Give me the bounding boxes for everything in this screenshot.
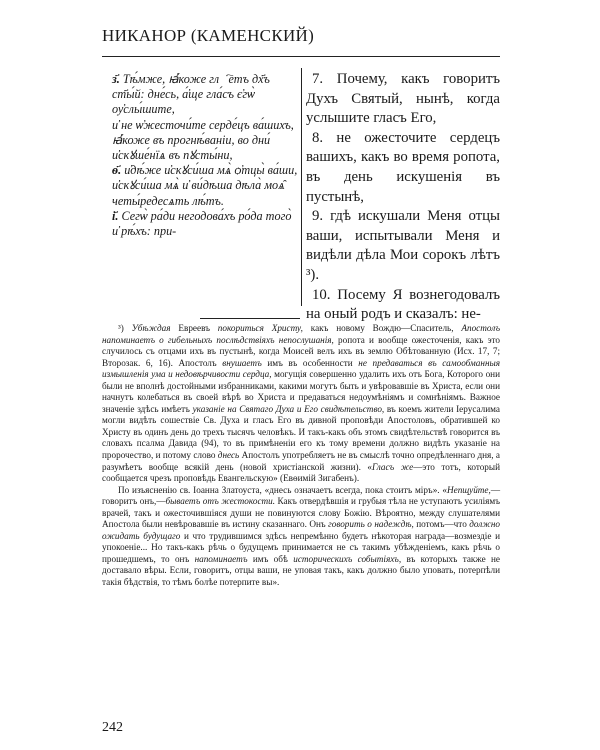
fn-text: Какъ отвердѣвшія и грубыя тѣла не уступаютъ усиліямъ врачей, такъ и ожесточившіяся души не повинуются слову Божію. Вѣроятно, между слушателями Апостола были невѣровавшіе въ истину сказаннаго. Онъ [102,496,500,530]
fn-text: имъ обѣ [247,553,294,564]
fn-italic: покориться Христу, [217,323,303,333]
russian-verse-10: 10. Посему Я вознегодовалъ на оный родъ и сказалъ: не- [306,286,500,323]
fn-italic: не предаваться въ самообманныя измышленія ума и недовѣрчивости сердца, [102,357,500,380]
fn-text: По изъясненію св. Іоанна Златоуста, «днесь означаетъ всегда, пока стоитъ міръ». « [118,484,447,495]
fn-italic: бываетъ отъ жестокости. [165,496,276,507]
fn-italic: Гласъ же [372,461,414,472]
footnote-rule [200,318,300,319]
fn-text: —говоритъ онъ,— [102,484,500,507]
header-rule [102,56,500,57]
fn-text: Евреевъ [170,323,218,333]
slavonic-verse-8 [112,118,298,164]
fn-text: и что трудившимся здѣсь непремѣнно будетъ нѣкоторая награда—возмездіе и упокоеніе... Но такъ-какъ рѣчь о будущемъ принимается не съ такимъ убѣжденіемъ, какъ рѣчь о прошедшемъ, то онъ [102,530,500,564]
footnote-paragraph-1 [102,323,500,485]
verse-text: Тѣ́мже, ꙗ҆́коже глⷢ҇етъ дх҃ъ ст҃ы́й: дне́сь, а҆́ще гла́съ є҆гѡ̀ оу҆слы́шите, [112,72,270,117]
fn-italic: Апостолъ напоминаетъ о гибельныхъ послѣдствіяхъ непослушанія, [102,323,501,345]
fn-italic: историческихъ событіяхъ, [293,553,402,564]
verse-text: Сегѡ̀ ра́ди негодова́хъ ро́да того̀ и҆ рѣ́хъ: при- [112,208,292,239]
slavonic-verse-9 [112,163,298,209]
footnote-marker: ³) [118,323,124,333]
footnote-paragraph-2 [102,485,500,589]
fn-text: въ которыхъ также не доставало вѣры. Если, говоритъ, отцы ваши, не уповая такъ, какъ должно было уповать, потерпѣли такія бѣдствія, то тѣмъ болѣе потерпите вы». [102,553,500,588]
verse-number: і҃. [112,208,119,223]
russian-verse-9: 9. гдѣ искушали Меня отцы ваши, испытывали Меня и видѣли дѣла Мои сорокъ лѣтъ ³). [306,208,500,283]
fn-text: ропота и вообще ожесточенія, какъ это случилось съ отцами ихъ въ пустынѣ, когда Моисей велъ ихъ въ землю Обѣтованную (Исх. 17, 7; Второзак. 6, 16). Апостолъ [102,334,500,368]
fn-text: какъ новому Вождю—Спаситель, [302,323,462,333]
column-divider [301,68,302,306]
fn-text: Апостолъ употребляетъ не въ смыслѣ точно опредѣленнаго дня, а разумѣетъ вообще всякій день (новой христіанской жизни). « [102,450,500,472]
fn-italic: говорить о надеждѣ, [328,519,414,530]
slavonic-verse-7 [112,72,298,118]
fn-text: потомъ—что [413,519,470,530]
fn-italic: должно ожидать будущаго [102,519,500,541]
fn-text: имъ въ особенности [261,357,359,368]
running-header: НИКАНОР (КАМЕНСКИЙ) [102,26,315,45]
russian-verse-7: 7. Почему, какъ говоритъ Духъ Святый, нынѣ, когда услышите гласъ Его, [306,71,500,127]
slavonic-column [112,72,298,239]
fn-italic: внушаетъ [222,357,262,368]
fn-text: —это тотъ, который сообщается чрезъ проповѣдь Евангельскую» (Евѳимій Зигабенъ). [102,461,500,484]
fn-italic: Убѣждая [131,323,171,333]
fn-italic: днесь [217,450,240,461]
fn-text: могущія совершенно удалить ихъ отъ Бога, Которого они были не вполнѣ достойными избранниками, какими могутъ быть и увѣровавшіе въ Христа, если они начнутъ колебаться въ своей вѣрѣ во Христа и предаваться недоумѣніямъ и сомнѣніямъ. Важное значеніе здѣсь имѣетъ [102,369,500,414]
russian-verse-8: 8. не ожесточите сердецъ вашихъ, какъ во время ропота, въ день искушенія въ пустынѣ, [306,129,500,205]
verse-text: и҆ не ѡ҆жесточи́те серде́цъ ва́шихъ, ꙗ҆́коже въ прогнѣ́ваніи, во дни́ и҆скꙋше́нїѧ въ пꙋсты́ни, [112,117,294,163]
verse-text: и҆дѣ́же и҆скꙋси́ша мѧ̀ ѻ҆тцы̀ ва́ши, и҆скꙋси́ша мѧ̀ и҆ ви́дѣша дѣла̀ моѧ̑ четы́редесѧть лѣ́тъ. [112,163,298,208]
verse-number: ѳ҃. [112,163,122,178]
verse-number: з҃. [112,72,120,86]
fn-italic: напоминаетъ [194,553,248,564]
fn-italic: указаніе на Святаго Духа и Его свидѣтельство, [192,403,385,414]
fn-italic: Непщуйте, [447,484,491,495]
russian-column [306,70,500,325]
page-number: 242 [102,720,123,735]
footnote [102,323,500,589]
slavonic-verse-10 [112,209,298,239]
fn-text: въ коемъ жители Іерусалима могли видѣть сошествіе Св. Духа и гласъ Его въ дивной проповѣди Апостоловъ, обратившей ко Христу въ одинъ день до трехъ тысячъ человѣкъ. И такъ-какъ объ этомъ свидѣтельствѣ говорится въ словахъ псалма Давида (94), то въ примѣненіи его къ тому времени должно видѣть указаніе на пророчество, и потому слово [102,403,501,461]
